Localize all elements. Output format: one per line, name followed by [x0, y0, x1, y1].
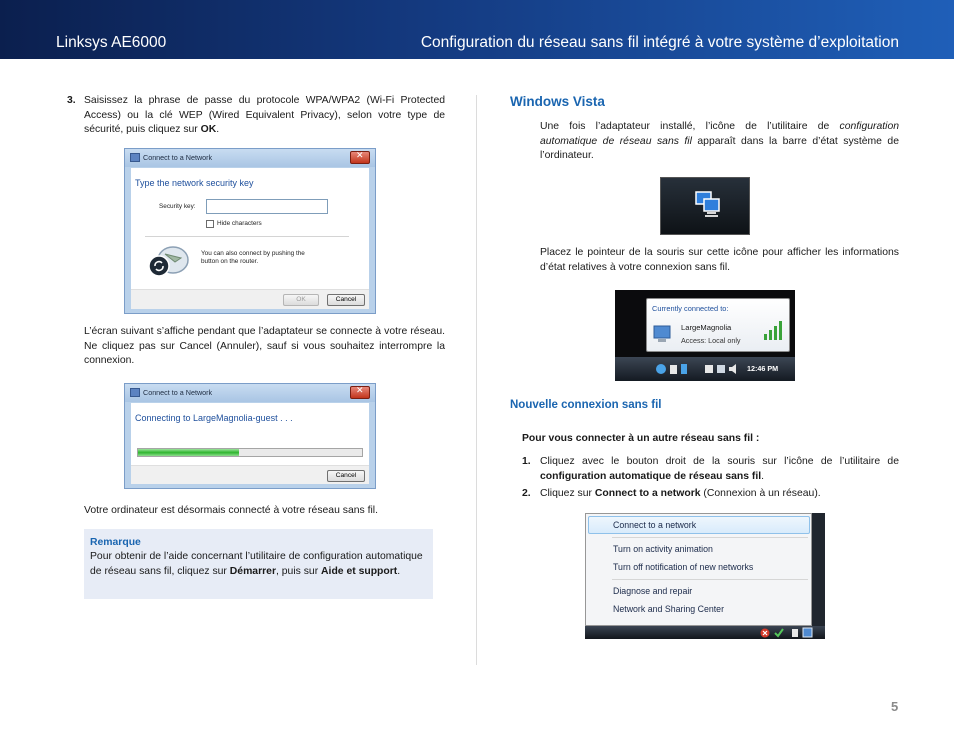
wps-push-button-icon [147, 244, 191, 280]
column-divider [476, 95, 477, 665]
push-button-text-line-1: You can also connect by pushing the [201, 250, 305, 257]
note-text: Pour obtenir de l’aide concernant l’utilitaire de configuration automatique de réseau sans fil, cliquez sur Démarrer, puis sur Aide et support. [90, 551, 423, 577]
dialog-title: Connect to a Network [143, 153, 213, 162]
network-computer-icon [652, 323, 674, 345]
step-3-number: 3. [67, 95, 76, 106]
note-title: Remarque [90, 537, 141, 548]
system-tray-icons [655, 362, 745, 376]
security-key-dialog [124, 148, 376, 314]
close-icon[interactable] [350, 151, 370, 164]
connection-progress-bar [137, 448, 363, 457]
close-icon[interactable] [350, 386, 370, 399]
dialog-heading: Type the network security key [135, 178, 254, 188]
hide-characters-checkbox[interactable] [206, 220, 214, 228]
connecting-paragraph: L’écran suivant s’affiche pendant que l’adaptateur se connecte à votre réseau. Ne cliquez pas sur Cancel (Annuler), sauf si vous souhaitez interrompre la connexion. [84, 326, 445, 367]
new-connection-lead: Pour vous connecter à un autre réseau sans fil : [522, 433, 760, 444]
context-menu [585, 513, 812, 626]
page-header [0, 0, 954, 59]
signal-strength-icon [763, 319, 785, 341]
step-1-text: Cliquez avec le bouton droit de la souris sur l’icône de l’utilitaire de configuration automatique de réseau sans fil. [540, 456, 899, 482]
heading-new-connection: Nouvelle connexion sans fil [510, 399, 662, 411]
hide-characters-label: Hide characters [217, 220, 262, 227]
product-name: Linksys AE6000 [56, 34, 167, 51]
cancel-button[interactable]: Cancel [327, 294, 365, 306]
page-number: 5 [891, 699, 899, 714]
system-tray-icons [759, 627, 823, 639]
menu-item-network-sharing-center[interactable]: Network and Sharing Center [613, 604, 724, 614]
network-icon [130, 388, 140, 397]
dialog-body [131, 168, 369, 289]
menu-item-activity-animation[interactable]: Turn on activity animation [613, 544, 713, 554]
note-box [84, 529, 433, 599]
taskbar-clock: 12:46 PM [747, 364, 779, 373]
menu-item-connect-to-network[interactable]: Connect to a network [613, 520, 697, 530]
dialog-footer [131, 465, 369, 484]
ok-button[interactable]: OK [283, 294, 319, 306]
cancel-button[interactable]: Cancel [327, 470, 365, 482]
connection-status-popup-screenshot [615, 290, 795, 381]
step-3-text: Saisissez la phrase de passe du protocole WPA/WPA2 (Wi-Fi Protected Access) ou la clé WEP (Wired Equivalent Privacy), selon votre type de sécurité, puis cliquez sur OK. [84, 95, 445, 136]
menu-separator [612, 537, 808, 538]
vista-paragraph-1: Une fois l’adaptateur installé, l’icône de l’utilitaire de configuration automatique de réseau sans fil apparaît dans la barre d’état système de l’ordinateur. [540, 121, 899, 162]
push-button-text-line-2: button on the router. [201, 258, 259, 265]
dialog-title-bar [125, 149, 375, 167]
dialog-heading: Connecting to LargeMagnolia-guest . . . [135, 413, 293, 423]
progress-fill [138, 449, 239, 456]
popup-title: Currently connected to: [652, 304, 729, 313]
security-key-input[interactable] [206, 199, 328, 214]
step-2-text: Cliquez sur Connect to a network (Connexion à un réseau). [540, 488, 821, 499]
dialog-divider [145, 236, 349, 237]
menu-separator [612, 579, 808, 580]
step-1-number: 1. [522, 456, 531, 467]
step-2-number: 2. [522, 488, 531, 499]
popup-access-status: Access: Local only [681, 336, 741, 345]
taskbar-network-icon-screenshot [660, 177, 750, 235]
taskbar [615, 357, 795, 381]
status-popup-card [646, 298, 790, 352]
popup-network-name: LargeMagnolia [681, 323, 732, 332]
menu-item-diagnose-and-repair[interactable]: Diagnose and repair [613, 586, 693, 596]
dialog-footer [131, 289, 369, 309]
taskbar [585, 626, 825, 639]
dialog-title: Connect to a Network [143, 388, 213, 397]
dialog-title-bar [125, 384, 375, 402]
network-icon [130, 153, 140, 162]
dialog-body [131, 403, 369, 465]
connecting-dialog [124, 383, 376, 489]
heading-windows-vista: Windows Vista [510, 94, 605, 109]
vista-paragraph-2: Placez le pointeur de la souris sur cette icône pour afficher les informations d’état relatives à votre connexion sans fil. [540, 247, 899, 273]
context-menu-screenshot [585, 513, 825, 639]
menu-item-turn-off-notification[interactable]: Turn off notification of new networks [613, 562, 754, 572]
section-title: Configuration du réseau sans fil intégré à votre système d’exploitation [420, 34, 899, 51]
network-computers-icon[interactable] [694, 190, 722, 220]
security-key-label: Security key: [159, 203, 196, 210]
connected-paragraph: Votre ordinateur est désormais connecté à votre réseau sans fil. [84, 505, 378, 516]
